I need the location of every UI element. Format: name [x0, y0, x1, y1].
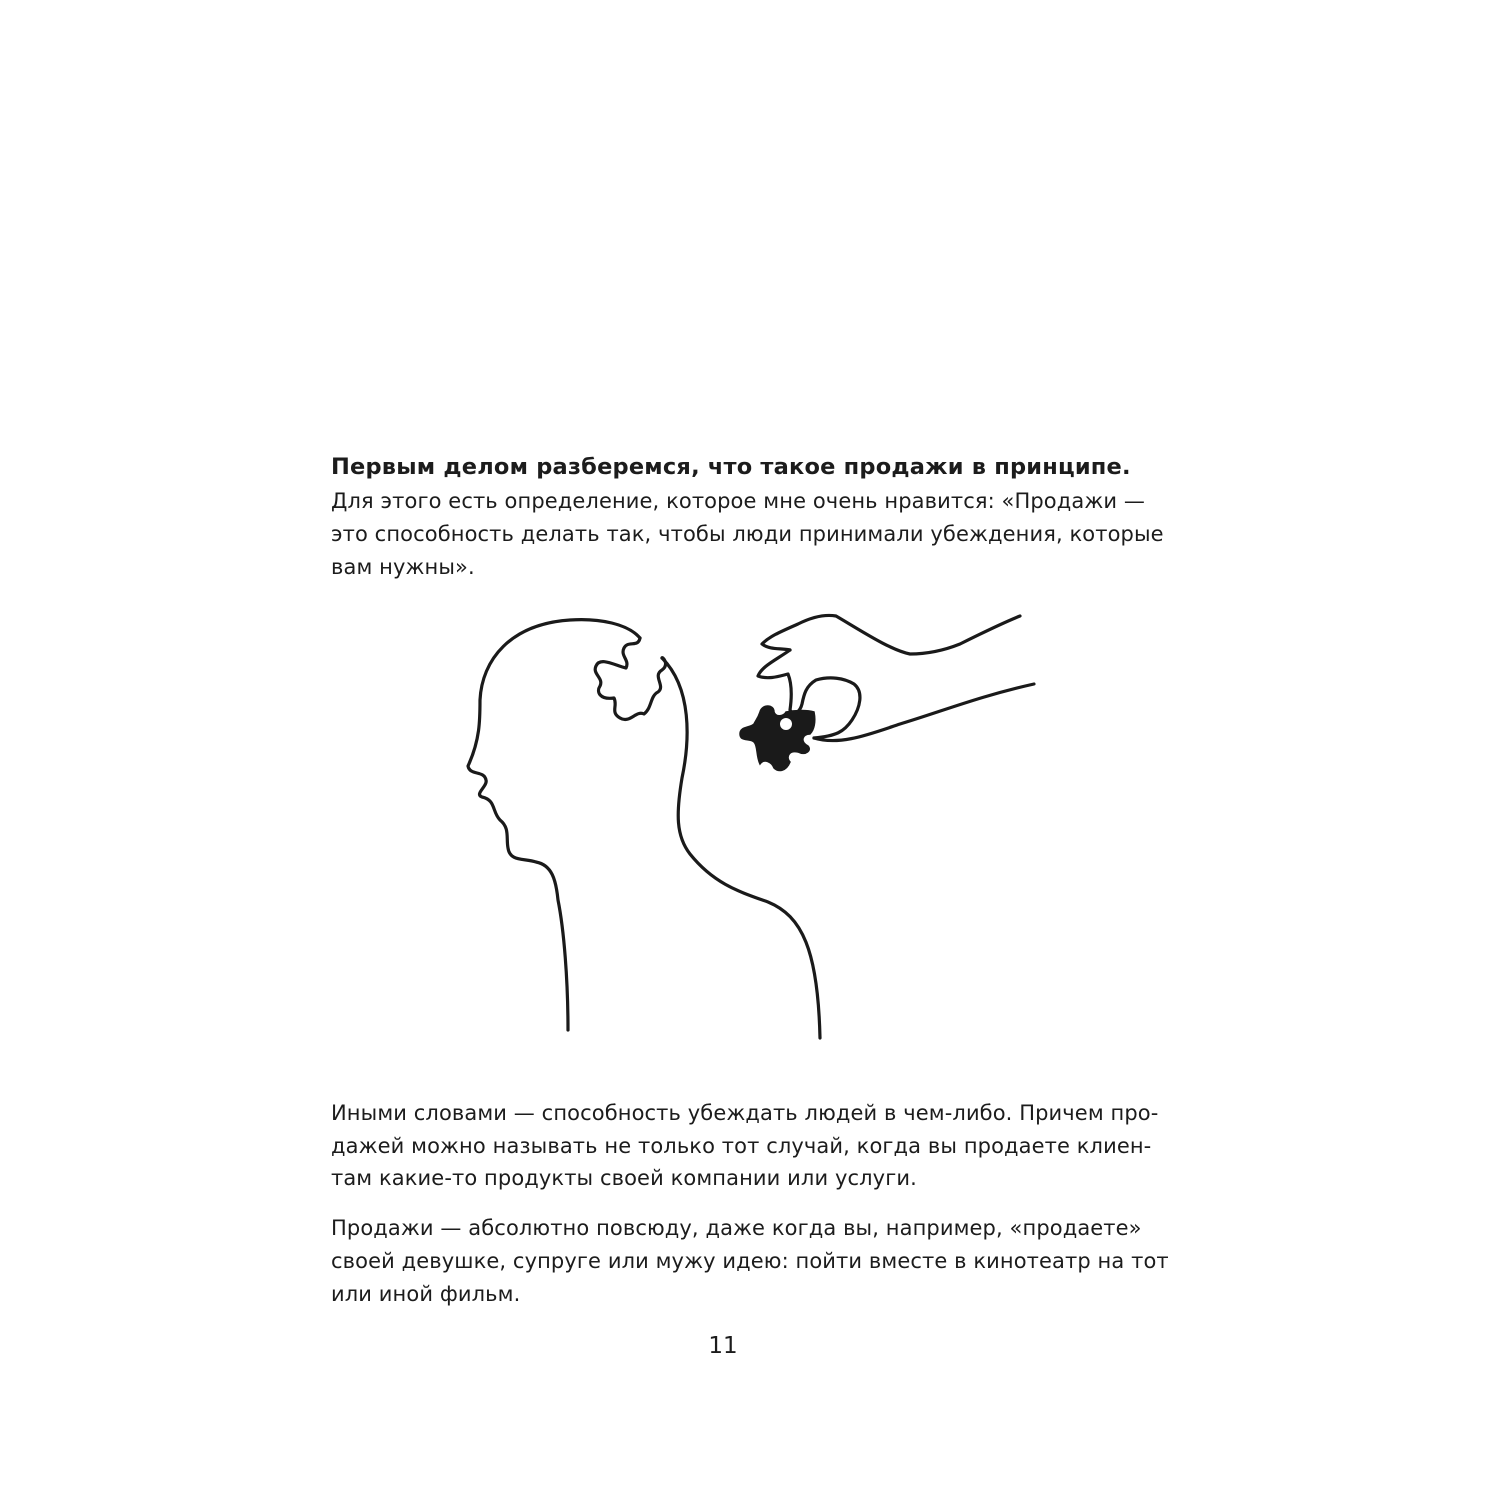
paragraph-line: своей девушке, супруге или мужу идею: пойти вместе в кинотеатр на тот [331, 1249, 1169, 1273]
arm-upper [762, 615, 1020, 654]
paragraph-line: это способность делать так, чтобы люди принимали убеждения, которые [331, 522, 1164, 546]
head-with-puzzle-icon [440, 600, 1060, 1050]
puzzle-hole-outline [595, 638, 665, 720]
page-number: 11 [708, 1333, 738, 1359]
paragraph-line: или иной фильм. [331, 1282, 521, 1306]
puzzle-piece-icon [740, 706, 815, 770]
arm-lower [814, 684, 1034, 741]
paragraph-line: Продажи — абсолютно повсюду, даже когда вы, например, «продаете» [331, 1216, 1142, 1240]
paragraph-line: Для этого есть определение, которое мне очень нравится: «Продажи — [331, 489, 1145, 513]
paragraph-line: там какие-то продукты своей компании или услуги. [331, 1166, 917, 1190]
paragraph-line: дажей можно называть не только тот случай, когда вы продаете клиен- [331, 1134, 1152, 1158]
paragraph-line: Иными словами — способность убеждать людей в чем-либо. Причем про- [331, 1101, 1159, 1125]
section-heading: Первым делом разберемся, что такое продажи в принципе. [331, 454, 1131, 480]
head-outline [468, 620, 640, 1030]
paragraph-line: вам нужны». [331, 555, 475, 579]
puzzle-piece-notch [780, 718, 792, 730]
